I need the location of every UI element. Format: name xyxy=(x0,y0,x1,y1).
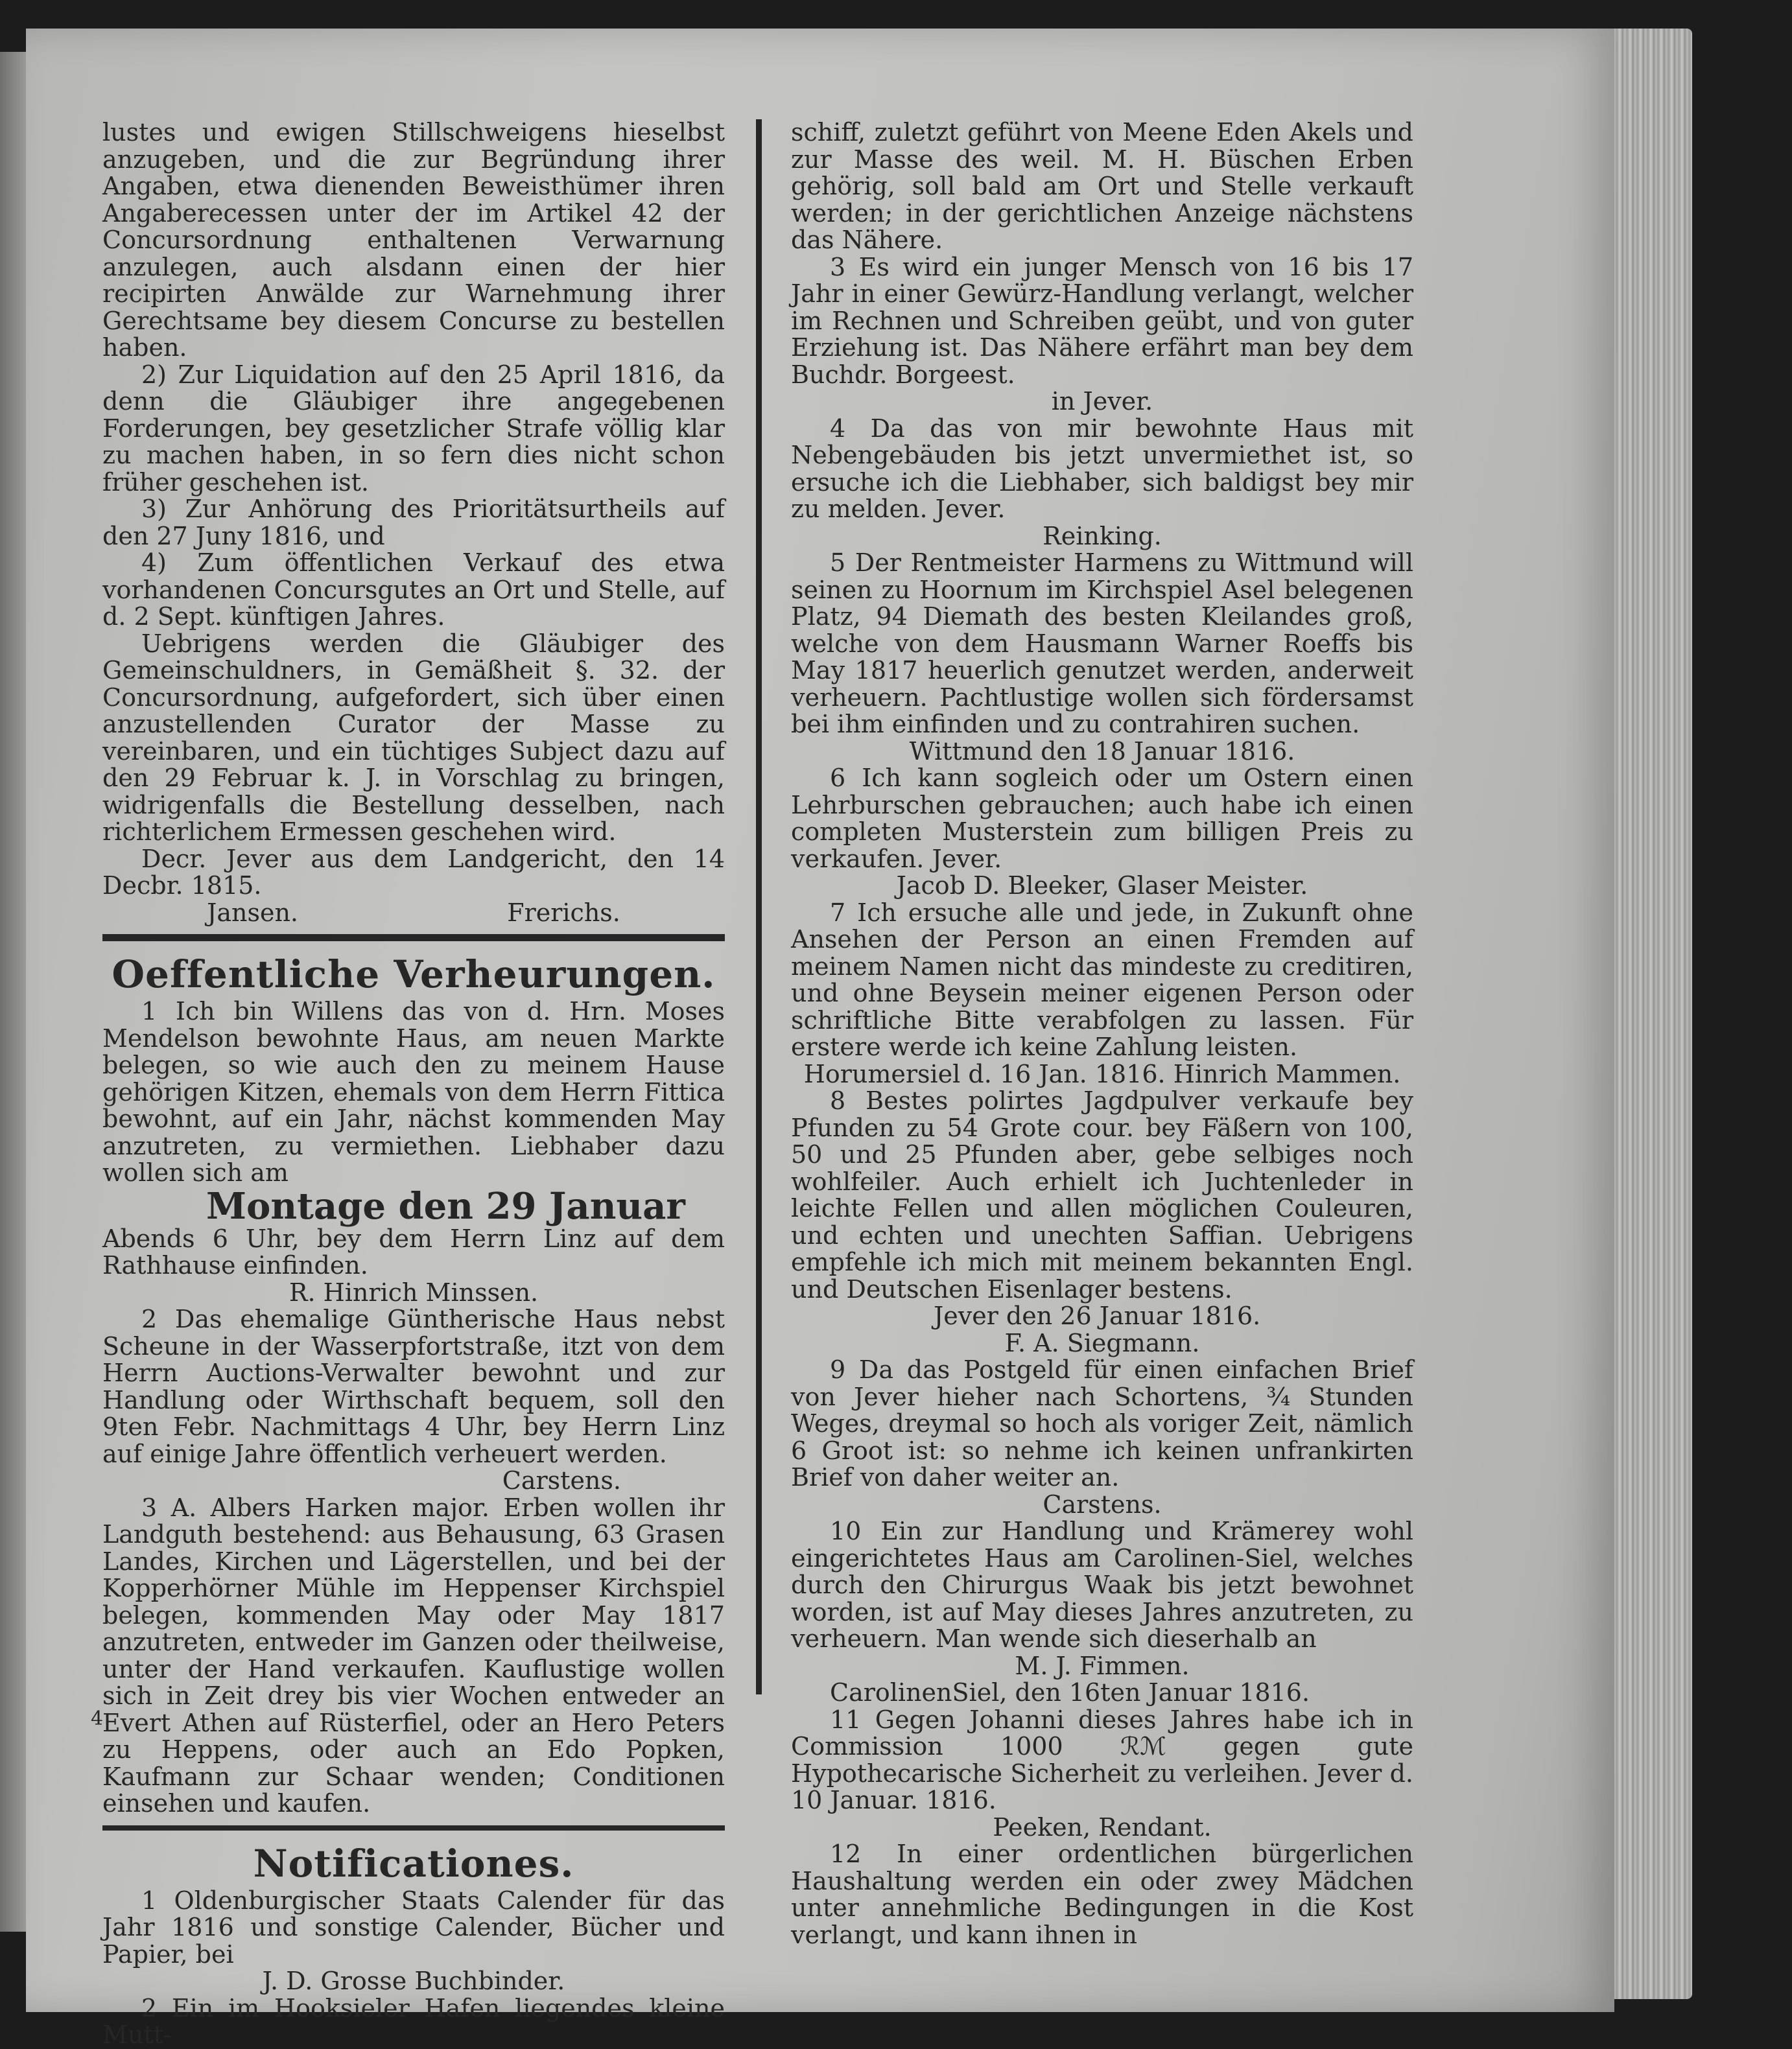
newspaper-page xyxy=(26,29,1614,2049)
notice-6: 6 Ich kann sogleich oder um Ostern einen Lehrburschen gebrauchen; auch habe ich einen completen Musterstein zum billigen Preis zu verkaufen. Jever. xyxy=(791,764,1413,873)
notice-11: 11 Gegen Johanni dieses Jahres habe ich in Commission 1000 ℛℳ gegen gute Hypothecarische Sicherheit zu verleihen. Jever d. 10 Januar. 1816. xyxy=(791,1705,1413,1814)
right-column xyxy=(791,119,1413,1949)
notice-2-start: 2 Ein im Hooksieler Hafen liegendes kleine Mutt- xyxy=(102,1993,725,2049)
notice-8-signer: F. A. Siegmann. xyxy=(1004,1328,1200,1357)
section-divider xyxy=(102,1825,725,1831)
concurs-signers xyxy=(102,900,725,927)
concurs-item-3: 3) Zur Anhörung des Prioritätsurtheils auf den 27 Juny 1816, und xyxy=(102,495,725,550)
signer-frerichs: Frerichs. xyxy=(507,898,620,927)
section-heading-notices: Notificationes. xyxy=(253,1841,574,1886)
notice-4-signer: Reinking. xyxy=(1043,521,1162,550)
left-column xyxy=(102,119,725,2049)
column-divider xyxy=(756,119,762,1694)
notice-6-signer: Jacob D. Bleeker, Glaser Meister. xyxy=(896,871,1308,900)
notice-1-signer: J. D. Grosse Buchbinder. xyxy=(262,1967,565,1995)
notice-10: 10 Ein zur Handlung und Krämerey wohl eingerichtetes Haus am Carolinen-Siel, welches durch den Chirurgus Waak bis jetzt bewohnet worden, ist auf May dieses Jahres anzutreten, zu verheuern. Man wende sich dieserhalb an xyxy=(791,1517,1413,1653)
rental-notice-2-signer: Carstens. xyxy=(502,1466,621,1495)
notice-11-signer: Peeken, Rendant. xyxy=(993,1812,1212,1842)
notice-9: 9 Da das Postgeld für einen einfachen Brief von Jever hieher nach Schortens, ¾ Stunden Weges, dreymal so hoch als voriger Zeit, nämlich 6 Groot ist: so nehme ich keinen unfrankirten Brief von daher weiter an. xyxy=(791,1355,1413,1492)
notice-7-signer: Horumersiel d. 16 Jan. 1816. Hinrich Mammen. xyxy=(803,1059,1401,1088)
notice-4: 4 Da das von mir bewohnte Haus mit Nebengebäuden bis jetzt unvermiethet ist, so ersuche ich die Liebhaber, sich baldigst bey mir zu melden. Jever. xyxy=(791,414,1413,523)
notice-3: 3 Es wird ein junger Mensch von 16 bis 17 Jahr in einer Gewürz-Handlung verlangt, welcher im Rechnen und Schreiben geübt, und von guter Erziehung ist. Das Nähere erfährt man bey dem Buchdr. Borgeest. xyxy=(791,252,1413,389)
notice-9-signer: Carstens. xyxy=(1043,1490,1162,1519)
rental-notice-1-cont: Abends 6 Uhr, bey dem Herrn Linz auf dem Rathhause einfinden. xyxy=(102,1224,725,1280)
notice-3-place: in Jever. xyxy=(1051,387,1153,416)
section-divider xyxy=(102,934,725,941)
notice-12: 12 In einer ordentlichen bürgerlichen Haushaltung werden ein oder zwey Mädchen unter annehmliche Bedingungen in die Kost verlangt, und kann ihnen in xyxy=(791,1840,1413,1949)
rental-notice-1-signer: R. Hinrich Minssen. xyxy=(289,1278,539,1307)
concurs-item-2: 2) Zur Liquidation auf den 25 April 1816, da denn die Gläubiger ihre angegebenen Forderungen, bey gesetzlicher Strafe völlig klar zu machen haben, in so fern dies nicht schon früher geschehen ist. xyxy=(102,360,725,497)
notice-2-cont: schiff, zuletzt geführt von Meene Eden Akels und zur Masse des weil. M. H. Büschen Erben gehörig, soll bald am Ort und Stelle verkauft werden; in der gerichtlichen Anzeige nächstens das Nähere. xyxy=(791,118,1413,254)
notice-1: 1 Oldenburgischer Staats Calender für das Jahr 1816 und sonstige Calender, Bücher und Papier, bei xyxy=(102,1886,725,1969)
section-heading-rentals: Oeffentliche Verheurungen. xyxy=(112,952,716,996)
rental-notice-2: 2 Das ehemalige Güntherische Haus nebst Scheune in der Wasserpfortstraße, itzt von dem Herrn Auctions-Verwalter bewohnt und zur Handlung oder Wirthschaft bequem, soll den 9ten Febr. Nachmittags 4 Uhr, bey Herrn Linz auf einige Jahre öffentlich verheuert werden. xyxy=(102,1305,725,1468)
notice-8: 8 Bestes polirtes Jagdpulver verkaufe bey Pfunden zu 54 Grote cour. bey Fäßern von 100, 50 und 25 Pfunden aber, gebe selbiges noch wohlfeiler. Auch erhielt ich Juchtenleder in leichte Fellen und allen möglichen Couleuren, und echten und unechten Saffian. Uebrigens empfehle ich mich mit meinem bekannten Engl. und Deutschen Eisenlager bestens. xyxy=(791,1086,1413,1304)
signer-jansen: Jansen. xyxy=(207,898,298,927)
page-mark: 4 xyxy=(91,1707,104,1730)
rental-date-heading: Montage den 29 Januar xyxy=(206,1184,685,1228)
notice-8-date: Jever den 26 Januar 1816. xyxy=(934,1302,1261,1330)
notice-10-date: CarolinenSiel, den 16ten Januar 1816. xyxy=(830,1678,1310,1707)
concurs-note: Uebrigens werden die Gläubiger des Gemeinschuldners, in Gemäßheit §. 32. der Concursordnung, aufgefordert, sich über einen anzustellenden Curator der Masse zu vereinbaren, und ein tüchtiges Subject dazu auf den 29 Februar k. J. in Vorschlag zu bringen, widrigenfalls die Bestellung desselben, nach richterlichem Ermessen geschehen wird. xyxy=(102,629,725,846)
concurs-dated: Decr. Jever aus dem Landgericht, den 14 Decbr. 1815. xyxy=(102,844,725,900)
previous-page-edge xyxy=(0,52,26,1932)
rental-notice-3: 3 A. Albers Harken major. Erben wollen ihr Landguth bestehend: aus Behausung, 63 Grasen Landes, Kirchen und Lägerstellen, und bei der Kopperhörner Mühle im Heppenser Kirchspiel belegen, kommenden May oder May 1817 anzutreten, entweder im Ganzen oder theilweise, unter der Hand verkaufen. Kauflustige wollen sich in Zeit drey bis vier Wochen entweder an Evert Athen auf Rüsterfiel, oder an Hero Peters zu Heppens, oder auch an Edo Popken, Kaufmann zur Schaar wenden; Conditionen einsehen und kaufen. xyxy=(102,1493,725,1818)
notice-5-date: Wittmund den 18 Januar 1816. xyxy=(909,736,1295,766)
rental-notice-1: 1 Ich bin Willens das von d. Hrn. Moses Mendelson bewohnte Haus, am neuen Markte belegen, so wie auch den zu meinem Hause gehörigen Kitzen, ehemals von dem Herrn Fittica bewohnt, auf ein Jahr, nächst kommenden May anzutreten, zu vermiethen. Liebhaber dazu wollen sich am xyxy=(102,997,725,1187)
concurs-item-4: 4) Zum öffentlichen Verkauf des etwa vorhandenen Concursgutes an Ort und Stelle, auf d. 2 Sept. künftigen Jahres. xyxy=(102,548,725,631)
notice-7: 7 Ich ersuche alle und jede, in Zukunft ohne Ansehen der Person an einen Fremden auf meinem Namen nicht das mindeste zu creditiren, und ohne Beysein meiner eigenen Person oder schriftliche Bitte verabfolgen zu lassen. Für erstere werde ich keine Zahlung leisten. xyxy=(791,898,1413,1061)
notice-5: 5 Der Rentmeister Harmens zu Wittmund will seinen zu Hoornum im Kirchspiel Asel belegenen Platz, 94 Diemath des besten Kleilandes groß, welche von dem Hausmann Warner Roeffs bis May 1817 heuerlich genutzet werden, anderweit verheuern. Pachtlustige wollen sich fördersamst bei ihm einfinden und zu contrahiren suchen. xyxy=(791,548,1413,738)
concurs-text: lustes und ewigen Stillschweigens hieselbst anzugeben, und die zur Begründung ihrer Angaben, etwa dienenden Beweisthümer ihren Angaberecessen unter der im Artikel 42 der Concursordnung enthaltenen Verwarnung anzulegen, auch alsdann einen der hier recipirten Anwälde zur Warnehmung ihrer Gerechtsame bey diesem Concurse zu bestellen haben. xyxy=(102,118,725,362)
notice-10-signer: M. J. Fimmen. xyxy=(1015,1651,1190,1680)
book-page-edges xyxy=(1601,29,1692,1999)
